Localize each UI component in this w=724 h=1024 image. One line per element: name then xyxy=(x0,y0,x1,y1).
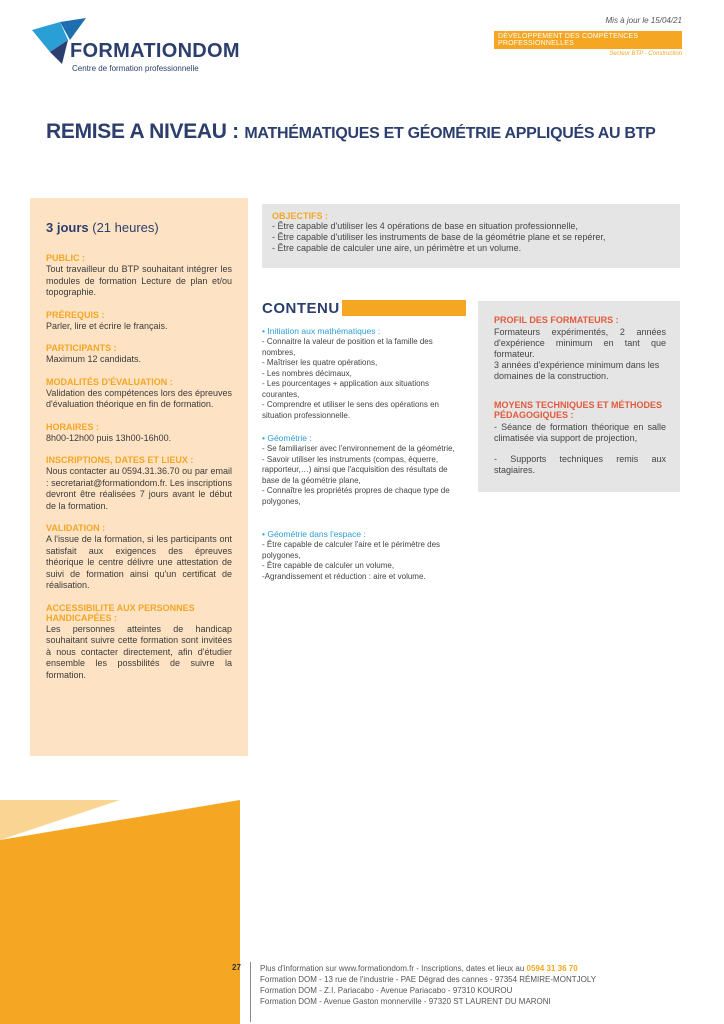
footer-line xyxy=(260,963,596,974)
section-text: Tout travailleur du BTP souhaitant intégrer les modules de formation Lecture de plan et/ou topographie. xyxy=(46,264,232,297)
objective-item: - Être capable de calculer une aire, un périmètre et un volume. xyxy=(272,243,522,253)
header-meta xyxy=(494,16,682,57)
footer-address: Formation DOM - Avenue Gaston monnerville - 97320 ST LAURENT DU MARONI xyxy=(260,997,551,1006)
objective-item: - Être capable d'utiliser les 4 opérations de base en situation professionnelle, xyxy=(272,221,578,231)
sector-label: Secteur BTP - Construction xyxy=(609,51,682,57)
content-block-title: • Initiation aux mathématiques : xyxy=(262,326,381,336)
section-text: A l'issue de la formation, si les participants ont satisfait aux exigences des épreuves théorique le centre délivre une attestation de suivi de formation ainsi qu'un certificat de réalisation. xyxy=(46,534,232,590)
trainers-text: 3 années d'expérience minimum dans les domaines de la construction. xyxy=(494,360,660,381)
objective-item: - Être capable d'utiliser les instruments de base de la géométrie plane et se repérer, xyxy=(272,232,606,242)
trainers-panel xyxy=(478,301,680,492)
objectives-heading: OBJECTIFS : xyxy=(272,211,329,221)
content-line: - Les nombres décimaux, xyxy=(262,368,352,378)
footer-divider xyxy=(250,962,251,1022)
section-heading: PARTICIPANTS : xyxy=(46,343,117,353)
content-heading-bar xyxy=(342,300,466,316)
page-title xyxy=(46,120,656,144)
objectives-box xyxy=(262,204,680,268)
trainers-text: Formateurs expérimentés, 2 années d'expérience minimum en tant que formateur. xyxy=(494,327,666,359)
spacer xyxy=(494,382,666,400)
footer-info: Plus d'information sur www.formationdom.fr - Inscriptions, dates et lieux au xyxy=(260,964,527,973)
content-list xyxy=(262,326,466,594)
content-line: - Être capable de calculer un volume, xyxy=(262,561,395,570)
footer xyxy=(260,963,596,1007)
section-text: 8h00-12h00 puis 13h00-16h00. xyxy=(46,432,172,443)
section-text: Maximum 12 candidats. xyxy=(46,354,142,364)
content-line: - Se familiariser avec l'environnement de la géométrie, xyxy=(262,444,455,453)
content-line: -Agrandissement et réduction : aire et volume. xyxy=(262,571,426,581)
content-block xyxy=(262,529,466,582)
means-text: - Séance de formation théorique en salle climatisée via support de projection, xyxy=(494,422,666,443)
duration-days: 3 jours xyxy=(46,220,89,235)
section-text: Nous contacter au 0594.31.36.70 ou par email : secretariat@formationdom.fr. Les inscriptions devront être réalisées 7 jours avant le début de la formation. xyxy=(46,466,232,511)
category-banner: DÉVELOPPEMENT DES COMPÉTENCES PROFESSIONNELLES xyxy=(494,31,682,49)
title-main: REMISE A NIVEAU : xyxy=(46,120,245,143)
means-text: - Supports techniques remis aux stagiaires. xyxy=(494,454,666,475)
section-heading: HORAIRES : xyxy=(46,421,100,432)
content-line: - Savoir utiliser les instruments (compas, équerre, rapporteur,…) ainsi que l'acquisition des résultats de base de la géométrie plane, xyxy=(262,454,448,485)
content-block xyxy=(262,433,466,507)
section-heading: ACCESSIBILITE AUX PERSONNES HANDICAPÉES : xyxy=(46,602,195,623)
spacer xyxy=(494,444,666,454)
decorative-shape xyxy=(0,800,240,1024)
title-sub: MATHÉMATIQUES ET GÉOMÉTRIE APPLIQUÉS AU BTP xyxy=(244,125,656,142)
content-block-title: • Géométrie : xyxy=(262,433,312,443)
logo-subtitle: Centre de formation professionnelle xyxy=(72,64,199,73)
section-text: Parler, lire et écrire le français. xyxy=(46,320,168,331)
section-text: Les personnes atteintes de handicap souhaitant suivre cette formation sont invitées à nous contacter directement, afin d'étudier ensemble les possbilités de suivre la formation. xyxy=(46,623,232,680)
section-heading: PUBLIC : xyxy=(46,253,85,263)
content-line: - Maîtriser les quatre opérations, xyxy=(262,358,378,367)
section-heading: VALIDATION : xyxy=(46,523,106,533)
updated-date: Mis à jour le 15/04/21 xyxy=(605,16,682,25)
content-line: - Comprendre et utiliser le sens des opérations en situation professionnelle. xyxy=(262,400,439,420)
content-line: - Connaître les propriétés propres de chaque type de polygones, xyxy=(262,486,450,506)
duration xyxy=(46,220,232,235)
section-text: Validation des compétences lors des épreuves d'évaluation théorique en fin de formation. xyxy=(46,387,232,409)
content-heading: CONTENU xyxy=(262,300,340,317)
footer-address: Formation DOM - Z.I. Pariacabo - Avenue Pariacabo - 97310 KOUROU xyxy=(260,986,513,995)
logo xyxy=(30,18,250,74)
content-line: - Connaitre la valeur de position et la famille des nombres, xyxy=(262,337,433,357)
means-heading: MOYENS TECHNIQUES ET MÉTHODES PÉDAGOGIQUES : xyxy=(494,400,663,420)
page-number: 27 xyxy=(232,963,241,972)
content-line: - Être capable de calculer l'aire et le périmètre des polygones, xyxy=(262,540,441,560)
duration-hours: (21 heures) xyxy=(88,220,159,235)
section-heading: INSCRIPTIONS, DATES ET LIEUX : xyxy=(46,455,194,465)
footer-address: Formation DOM - 13 rue de l'industrie - PAE Dégrad des cannes - 97354 RÉMIRE-MONTJOLY xyxy=(260,975,597,984)
section-heading: MODALITÉS D'ÉVALUATION : xyxy=(46,376,173,387)
content-block xyxy=(262,326,466,421)
section-heading: PRÉREQUIS : xyxy=(46,309,105,320)
content-block-title: • Géométrie dans l'espace : xyxy=(262,529,366,539)
trainers-heading: PROFIL DES FORMATEURS : xyxy=(494,315,619,325)
logo-text: FORMATIONDOM xyxy=(70,40,240,62)
content-line: - Les pourcentages + application aux situations courantes, xyxy=(262,379,429,399)
info-panel xyxy=(30,198,248,756)
footer-phone: 0594 31 36 70 xyxy=(526,964,578,973)
